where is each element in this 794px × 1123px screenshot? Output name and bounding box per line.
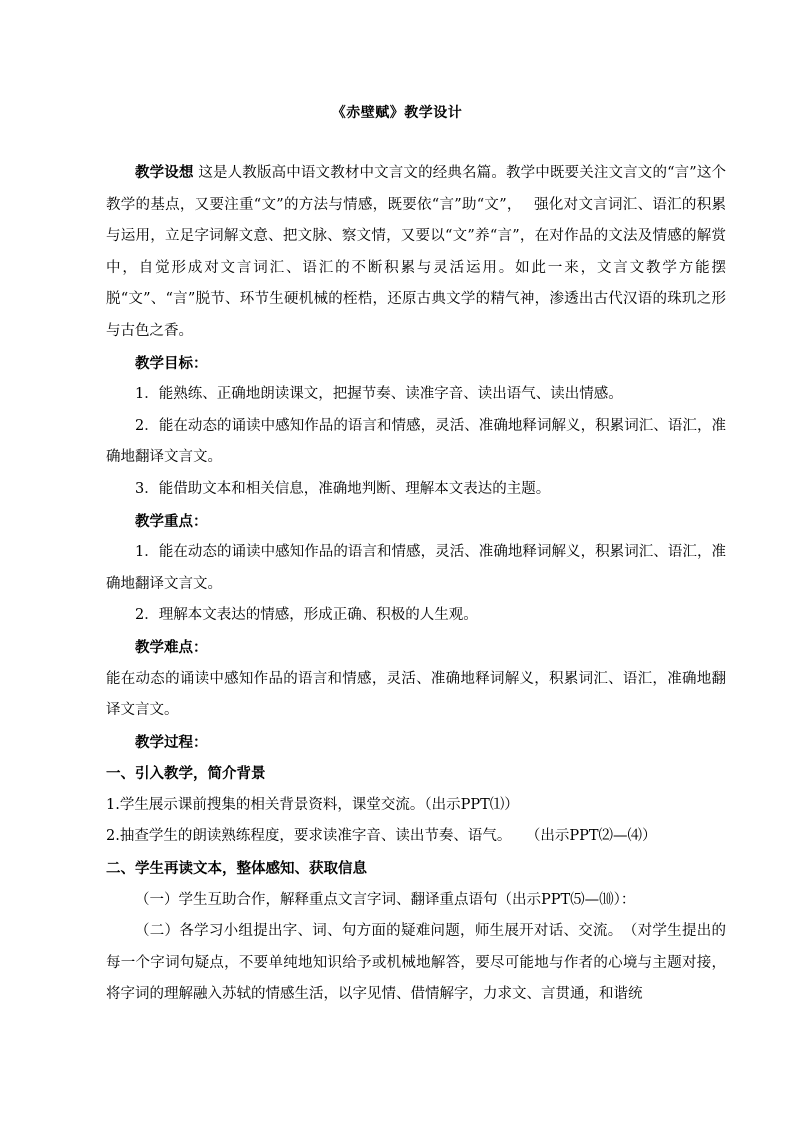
process-heading: 教学过程： bbox=[135, 733, 208, 751]
process-section1-item-1: 1.学生展示课前搜集的相关背景资料，课堂交流。（出示PPT⑴） bbox=[106, 796, 519, 813]
process-section2-heading: 二、学生再读文本，整体感知、获取信息 bbox=[106, 860, 367, 878]
difficulties-heading: 教学难点： bbox=[135, 638, 208, 656]
process-section2-item-2: （二）各学习小组提出字、词、句方面的疑难问题，师生展开对话、交流。 （对学生提出的每一个字词句疑点，不要单纯地知识给予或机械地解答，要尽可能地与作者的心境与主题对接，将字词的理解融入苏轼的情感生活，以字见情、借情解字，力求文、言贯通，和谐统 bbox=[106, 923, 726, 1003]
intro-label: 教学设想 bbox=[135, 164, 194, 181]
objectives-heading: 教学目标： bbox=[135, 354, 208, 372]
objective-item-2: 2．能在动态的诵读中感知作品的语言和情感，灵活、准确地释词解义，积累词汇、语汇，准确地翻译文言文。 bbox=[106, 417, 726, 466]
document-title: 《赤壁赋》教学设计 bbox=[331, 105, 463, 121]
process-section1-item-2: 2.抽查学生的朗读熟练程度，要求读准字音、读出节奏、语气。 （出示PPT⑵—⑷） bbox=[106, 828, 657, 845]
intro-text: 这是人教版高中语文教材中文言文的经典名篇。教学中既要关注文言文的“言”这个教学的基点，又要注重“文”的方法与情感，既要依“言”助“文”， 强化对文言词汇、语汇的积累与运用，立足字词解文意、把文脉、察文情，又要以“文”养“言”，在对作品的文法及情感的解赏中，自觉形成对文言词汇、语汇的不断积累与灵活运用。如此一来，文言文教学方能摆脱“文”、“言”脱节、环节生硬机械的桎梏，还原古典文学的精气神，渗透出古代汉语的珠玑之形与古色之香。 bbox=[106, 165, 727, 339]
difficulties-text: 能在动态的诵读中感知作品的语言和情感，灵活、准确地释词解义，积累词汇、语汇，准确地翻译文言文。 bbox=[106, 670, 726, 719]
objective-item-3: 3．能借助文本和相关信息，准确地判断、理解本文表达的主题。 bbox=[135, 480, 551, 497]
key-points-heading: 教学重点： bbox=[135, 512, 208, 530]
document-body bbox=[106, 157, 726, 1011]
key-point-item-2: 2．理解本文表达的情感，形成正确、积极的人生观。 bbox=[135, 607, 478, 624]
key-point-item-1: 1．能在动态的诵读中感知作品的语言和情感，灵活、准确地释词解义，积累词汇、语汇，准确地翻译文言文。 bbox=[106, 544, 726, 592]
objective-item-1: 1．能熟练、正确地朗读课文，把握节奏、读准字音、读出语气、读出情感。 bbox=[135, 386, 623, 403]
process-section2-item-1: （一）学生互助合作，解释重点文言字词、翻译重点语句（出示PPT⑸—⑽）： bbox=[135, 891, 636, 908]
process-section1-heading: 一、引入教学，简介背景 bbox=[106, 765, 266, 783]
intro-paragraph bbox=[106, 157, 726, 348]
